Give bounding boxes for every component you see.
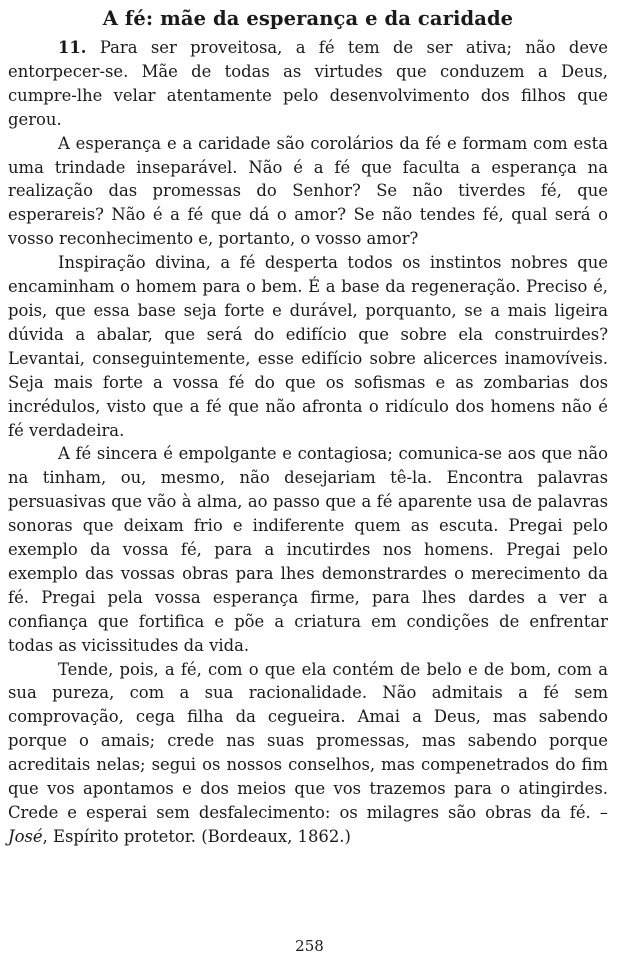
paragraph-5 (8, 658, 608, 849)
paragraph-1-text: Para ser proveitosa, a fé tem de ser ativa; não deve entorpecer-se. Mãe de todas as virtudes que conduzem a Deus, cumpre-lhe velar atentamente pelo desenvolvimento dos filhos que gerou. (8, 38, 608, 129)
section-title: A fé: mãe da esperança e da caridade (102, 7, 514, 30)
book-page (8, 6, 608, 956)
author-signature: , Espírito protetor. (Bordeaux, 1862.) (42, 826, 351, 846)
author-name: José (8, 826, 43, 846)
paragraph-3: Inspiração divina, a fé desperta todos os instintos nobres que encaminham o homem para o bem. É a base da regeneração. Preciso é, pois, que essa base seja forte e durável, porquanto, se a mais ligeira dúvida a abalar, que será do edifício que sobre ela construirdes? Levantai, conseguintemente, esse edifício sobre alicerces inamovíveis. Seja mais forte a vossa fé do que os sofismas e as zombarias dos incrédulos, visto que a fé que não afronta o ridículo dos homens não é fé verdadeira. (8, 253, 608, 440)
paragraph-2: A esperança e a caridade são corolários da fé e formam com esta uma trindade inseparável. Não é a fé que faculta a esperança na realização das promessas do Senhor? Se não tiverdes fé, que esperareis? Não é a fé que dá o amor? Se não tendes fé, qual será o vosso reconhecimento e, portanto, o vosso amor? (8, 133, 608, 249)
paragraph-4: A fé sincera é empolgante e contagiosa; comunica-se aos que não na tinham, ou, mesmo, não desejariam tê-la. Encontra palavras persuasivas que vão à alma, ao passo que a fé aparente usa de palavras sonoras que deixam frio e indiferente quem as escuta. Pregai pelo exemplo da vossa fé, para a incutirdes nos homens. Pregai pelo exemplo das vossas obras para lhes demonstrardes o merecimento da fé. Pregai pela vossa esperança firme, para lhes dardes a ver a confiança que fortifica e põe a criatura em condições de enfrentar todas as vicissitudes da vida. (8, 444, 608, 655)
paragraph-1 (8, 36, 608, 132)
page-number: 258 (295, 937, 324, 955)
paragraph-5-text: Tende, pois, a fé, com o que ela contém de belo e de bom, com a sua pureza, com a sua racionalidade. Não admitais a fé sem comprovação, cega filha da cegueira. Amai a Deus, mas sabendo porque o amais; crede nas suas promessas, mas sabendo porque acreditais nelas; segui os nossos conselhos, mas compenetrados do fim que vos apontamos e dos meios que vos trazemos para o atingirdes. Crede e esperai sem desfalecimento: os milagres são obras da fé. – (8, 659, 608, 822)
item-number: 11. (58, 38, 87, 57)
